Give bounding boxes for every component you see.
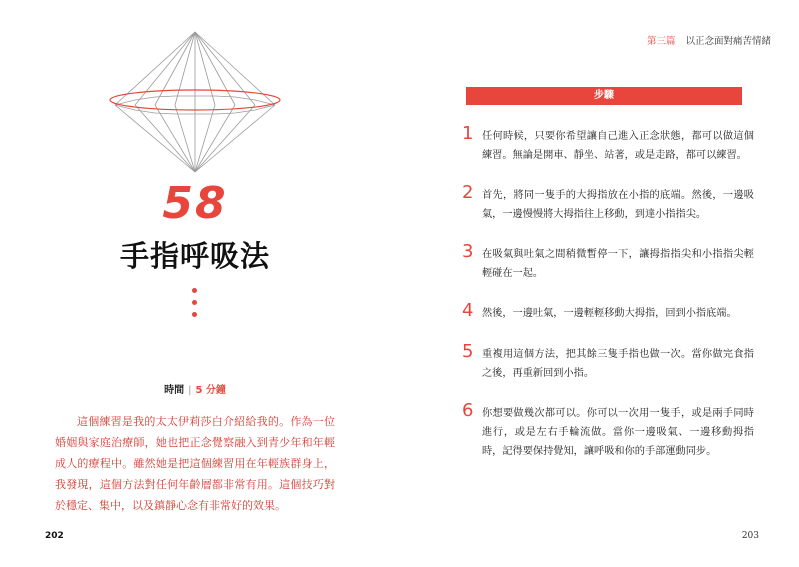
step-text: 首先，將同一隻手的大拇指放在小指的底端。然後，一邊吸氣，一邊慢慢將大拇指往上移動，到達小指指尖。	[482, 190, 754, 220]
running-head	[647, 33, 771, 47]
exercise-title: 手指呼吸法	[119, 239, 270, 273]
step-text: 你想要做幾次都可以。你可以一次用一隻手，或是兩手同時進行，或是左右手輪流做。當你一邊吸氣、一邊移動拇指時，記得要保持覺知，讓呼吸和你的手部運動同步。	[482, 408, 754, 457]
time-value: 5 分鐘	[195, 385, 226, 396]
step-text: 任何時候，只要你希望讓自己進入正念狀態，都可以做這個練習。無論是開車、靜坐、站著，或是走路，都可以練習。	[482, 131, 754, 161]
step-number: 5	[462, 341, 474, 362]
exercise-number: 58	[162, 178, 228, 229]
step-text: 重複用這個方法，把其餘三隻手指也做一次。當你做完食指之後，再重新回到小指。	[482, 349, 754, 379]
intro-paragraph: 這個練習是我的太太伊莉莎白介紹給我的。作為一位婚姻與家庭治療師，她也把正念覺察融入到青少年和年輕成人的療程中。雖然她是把這個練習用在年輕族群身上，我發現，這個方法對任何年齡層都非常有用。這個技巧對於穩定、集中，以及鎮靜心念有非常好的效果。	[55, 415, 335, 512]
page-number-right: 203	[741, 531, 759, 541]
step-text: 在吸氣與吐氣之間稍微暫停一下，讓拇指指尖和小指指尖輕輕碰在一起。	[482, 249, 754, 279]
separator: |	[188, 385, 192, 396]
step-number: 2	[462, 182, 474, 203]
time-label: 時間	[164, 385, 185, 396]
chapter-title: 以正念面對痛苦情緒	[685, 36, 771, 47]
page-number-left: 202	[45, 531, 64, 541]
diamond-illustration-icon	[95, 30, 295, 180]
step-number: 3	[462, 241, 474, 262]
steps-heading: 步驟	[466, 87, 742, 105]
time-info	[0, 381, 390, 396]
step-number: 1	[462, 123, 474, 144]
chapter-label: 第三篇	[646, 36, 676, 47]
step-number: 4	[462, 300, 474, 321]
step-text: 然後，一邊吐氣，一邊輕輕移動大拇指，回到小指底端。	[482, 308, 737, 319]
step-number: 6	[462, 400, 474, 421]
dot-icon	[192, 288, 197, 293]
dot-icon	[192, 312, 197, 317]
decorative-dots	[192, 288, 198, 324]
right-page	[400, 0, 799, 567]
dot-icon	[192, 300, 197, 305]
